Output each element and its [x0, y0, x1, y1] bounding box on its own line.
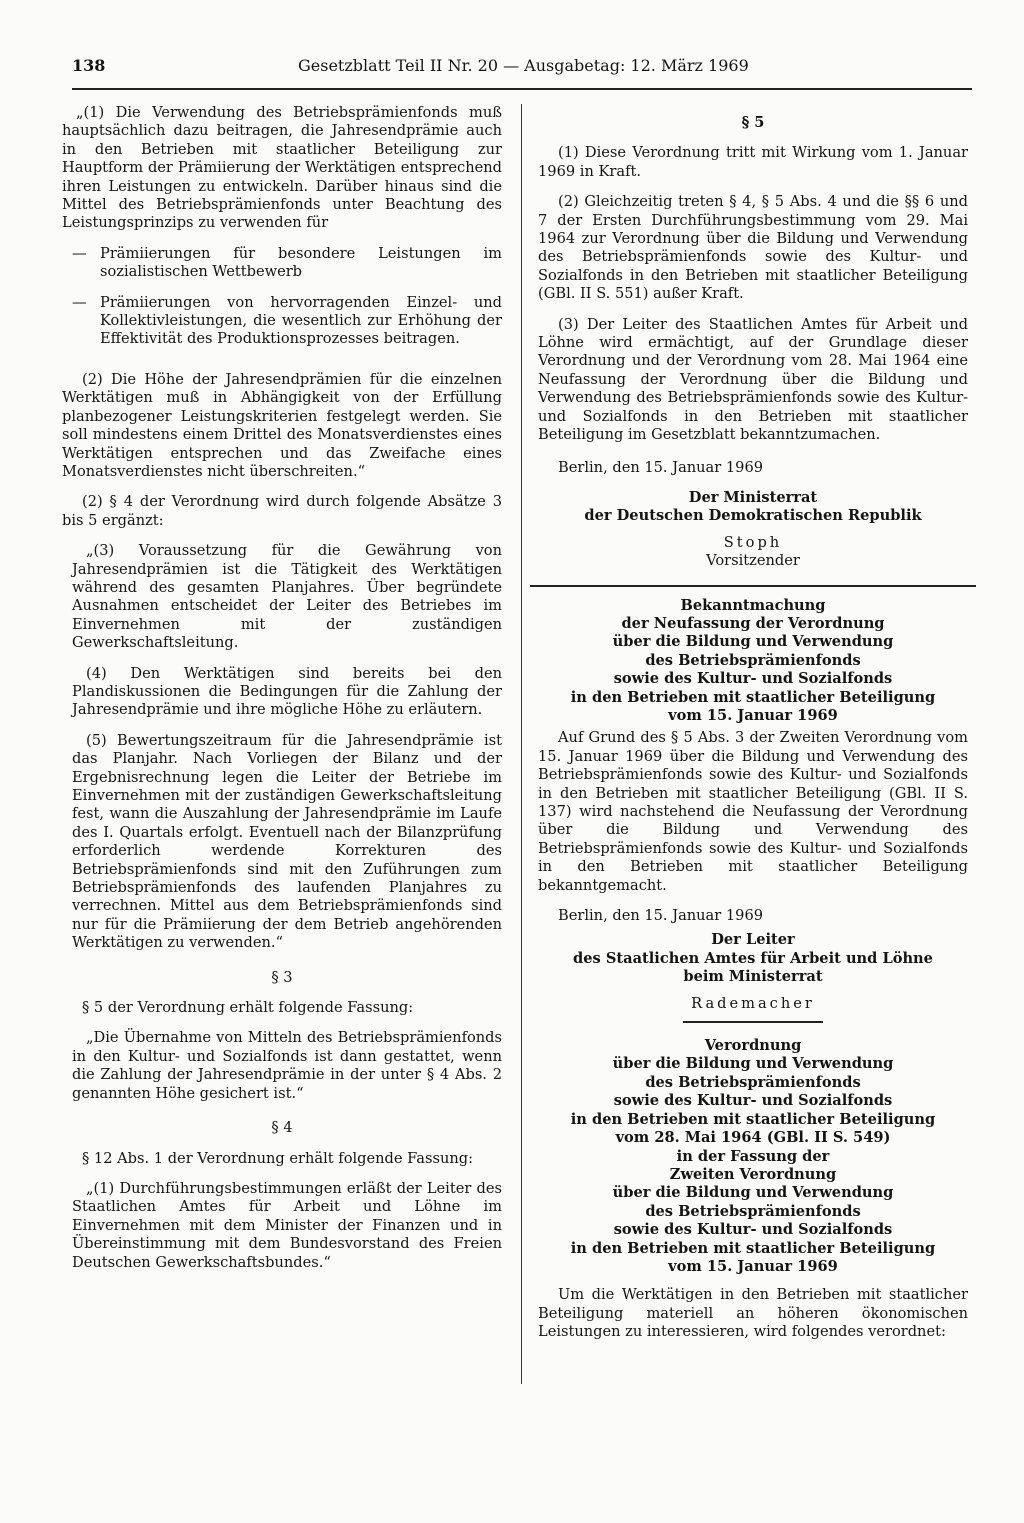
section-heading: § 3: [271, 968, 293, 986]
signature-block: [538, 931, 968, 1013]
paragraph: „Die Übernahme von Mitteln des Betriebsprämienfonds in den Kultur- und Sozialfonds ist dann gestattet, wenn die Zahlung der Jahresendprämie in der unter § 4 Abs. 2 genannten Höhe gesichert ist.“: [72, 1029, 502, 1102]
ordinance-date: vom 15. Januar 1969: [668, 1257, 838, 1275]
column-divider: [521, 104, 522, 1384]
title-line: in den Betrieben mit staatlicher Beteiligung: [570, 1110, 936, 1128]
paragraph: (2) § 4 der Verordnung wird durch folgende Absätze 3 bis 5 ergänzt:: [62, 493, 502, 529]
signature-org: Der Leiter: [711, 931, 795, 949]
dash-item-text: Prämiierungen von hervorragenden Einzel- und Kollektivleistungen, die wesentlich zur Erhöhung der Effektivität des Produktionsprozesses beitragen.: [100, 293, 502, 348]
section-rule: [530, 585, 976, 587]
paragraph: (4) Den Werktätigen sind bereits bei den Plandiskussionen die Bedingungen für die Zahlung der Jahresendprämie und ihre mögliche Höhe zu erläutern.: [72, 664, 502, 719]
signature-block: [538, 489, 968, 571]
title-line: in den Betrieben mit staatlicher Beteiligung: [570, 688, 936, 706]
ordinance-title: [538, 1037, 968, 1276]
running-title: Gesetzblatt Teil II Nr. 20 — Ausgabetag: 12. März 1969: [298, 56, 749, 75]
title-line: des Betriebsprämienfonds: [645, 1202, 861, 1220]
title-line: Verordnung: [704, 1037, 802, 1055]
paragraph: (1) Diese Verordnung tritt mit Wirkung vom 1. Januar 1969 in Kraft.: [538, 144, 968, 180]
place-date: Berlin, den 15. Januar 1969: [558, 458, 764, 476]
paragraph: § 12 Abs. 1 der Verordnung erhält folgende Fassung:: [82, 1149, 474, 1167]
dash-item: [62, 245, 502, 282]
title-line: über die Bildung und Verwendung: [612, 1184, 894, 1202]
paragraph: „(1) Die Verwendung des Betriebsprämienfonds muß hauptsächlich dazu beitragen, die Jahresendprämie auch in den Betrieben mit staatlicher Beteiligung zur Hauptform der Prämiierung der Werktätigen entsprechend ihren Leistungen zu entwickeln. Darüber hinaus sind die Mittel des Betriebsprämienfonds unter Beachtung des Leistungsprinzips zu verwenden für: [62, 104, 502, 232]
section-heading: § 4: [271, 1119, 293, 1137]
paragraph: „(1) Durchführungsbestimmungen erläßt der Leiter des Staatlichen Amtes für Arbeit und Löhne im Einvernehmen mit dem Minister der Finanzen und in Übereinstimmung mit dem Bundesvorstand des Freien Deutschen Gewerkschaftsbundes.“: [72, 1179, 502, 1271]
signature-org: des Staatlichen Amtes für Arbeit und Löhne: [573, 949, 933, 967]
title-line: über die Bildung und Verwendung: [612, 1055, 894, 1073]
place-date: Berlin, den 15. Januar 1969: [558, 907, 764, 925]
short-rule: [683, 1021, 823, 1023]
title-line: des Betriebsprämienfonds: [645, 651, 861, 669]
paragraph: (2) Die Höhe der Jahresendprämien für die einzelnen Werktätigen muß in Abhängigkeit von der Erfüllung planbezogener Leistungskriterien festgelegt werden. Sie soll mindestens einem Drittel des Monatsverdienstes eines Werktätigen entsprechen und das Zweifache eines Monatsverdienstes nicht überschreiten.“: [62, 370, 502, 480]
title-line: sowie des Kultur- und Sozialfonds: [613, 1221, 893, 1239]
dash-mark: —: [72, 244, 87, 262]
paragraph: „(3) Voraussetzung für die Gewährung von Jahresendprämien ist die Tätigkeit des Werktätigen während des gesamten Planjahres. Über begründete Ausnahmen entscheidet der Leiter des Betriebes im Einvernehmen mit der zuständigen Gewerkschaftsleitung.: [72, 542, 502, 652]
signature-role: Vorsitzender: [706, 552, 800, 570]
announcement-title: [538, 597, 968, 726]
title-line: in der Fassung der: [676, 1147, 830, 1165]
dash-item: [62, 294, 502, 349]
title-line: des Betriebsprämienfonds: [645, 1073, 861, 1091]
title-line: Zweiten Verordnung: [669, 1165, 837, 1183]
title-line: über die Bildung und Verwendung: [612, 633, 894, 651]
page-number: 138: [72, 56, 106, 75]
title-line: in den Betrieben mit staatlicher Beteiligung: [570, 1239, 936, 1257]
announcement-date: vom 15. Januar 1969: [668, 706, 838, 724]
dash-mark: —: [72, 293, 87, 311]
left-column: [62, 104, 502, 1284]
paragraph: Um die Werktätigen in den Betrieben mit staatlicher Beteiligung materiell an höheren ökonomischen Leistungen zu interessieren, wird folgendes verordnet:: [538, 1286, 968, 1341]
signature-org: Der Ministerrat: [688, 488, 818, 506]
title-line: der Neufassung der Verordnung: [621, 614, 885, 632]
dash-item-text: Prämiierungen für besondere Leistungen im sozialistischen Wettbewerb: [100, 244, 502, 281]
section-heading: § 5: [741, 114, 765, 131]
title-line: Bekanntmachung: [680, 596, 826, 614]
signature-org: beim Ministerrat: [683, 968, 823, 986]
paragraph: (2) Gleichzeitig treten § 4, § 5 Abs. 4 und die §§ 6 und 7 der Ersten Durchführungsbestimmung vom 29. Mai 1964 zur Verordnung über die Bildung und Verwendung des Betriebsprämienfonds sowie des Kultur- und Sozialfonds in den Betrieben mit staatlicher Beteiligung (GBl. II S. 551) außer Kraft.: [538, 193, 968, 303]
title-line: sowie des Kultur- und Sozialfonds: [613, 1092, 893, 1110]
right-column: [538, 114, 968, 1354]
title-line: sowie des Kultur- und Sozialfonds: [613, 670, 893, 688]
title-line: vom 28. Mai 1964 (GBl. II S. 549): [615, 1129, 891, 1147]
page-header: [72, 56, 972, 80]
signature-org: der Deutschen Demokratischen Republik: [584, 507, 922, 525]
header-rule: [72, 88, 972, 90]
paragraph: (5) Bewertungszeitraum für die Jahresendprämie ist das Planjahr. Nach Vorliegen der Bilanz und der Ergebnisrechnung legen die Leiter der Betriebe im Einvernehmen mit der zuständigen Gewerkschaftsleitung fest, wann die Auszahlung der Jahresendprämie im Laufe des I. Quartals erfolgt. Eventuell nach der Bilanzprüfung erforderlich werdende Korrekturen des Betriebsprämienfonds sind mit den Zuführungen zum Betriebsprämienfonds des laufenden Planjahres zu verrechnen. Mittel aus dem Betriebsprämienfonds sind nur für die Prämiierung der dem Betrieb angehörenden Werktätigen zu verwenden.“: [72, 731, 502, 952]
paragraph: Auf Grund des § 5 Abs. 3 der Zweiten Verordnung vom 15. Januar 1969 über die Bildung und Verwendung des Betriebsprämienfonds sowie des Kultur- und Sozialfonds in den Betrieben mit staatlicher Beteiligung (GBl. II S. 137) wird nachstehend die Neufassung der Verordnung über die Bildung und Verwendung des Betriebsprämienfonds sowie des Kultur- und Sozialfonds in den Betrieben mit staatlicher Beteiligung bekanntgemacht.: [538, 729, 968, 894]
paragraph: (3) Der Leiter des Staatlichen Amtes für Arbeit und Löhne wird ermächtigt, auf der Grundlage dieser Verordnung und der Verordnung vom 28. Mai 1964 eine Neufassung der Verordnung über die Bildung und Verwendung des Betriebsprämienfonds sowie des Kultur- und Sozialfonds in den Betrieben mit staatlicher Beteiligung im Gesetzblatt bekanntzumachen.: [538, 315, 968, 444]
paragraph: § 5 der Verordnung erhält folgende Fassung:: [82, 999, 414, 1017]
signature-name: Rademacher: [691, 994, 815, 1012]
signature-name: Stoph: [723, 533, 783, 551]
